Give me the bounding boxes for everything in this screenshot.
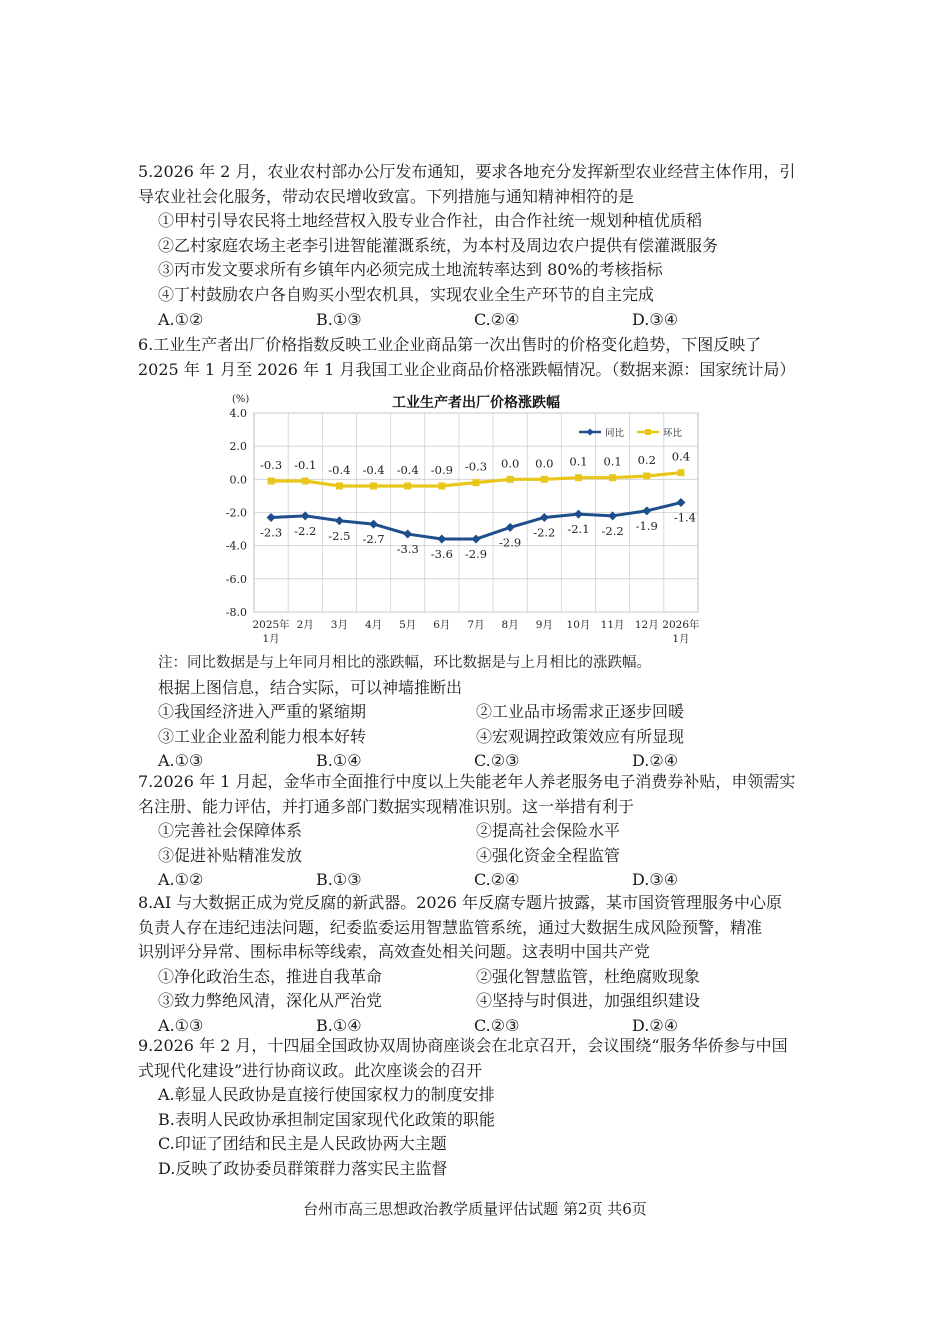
x-tick-label: 4月 [364,619,383,631]
y-tick-label: -2.0 [225,506,247,520]
question-7 [138,770,818,893]
mom-point [370,482,377,489]
q8-item-1: ①净化政治生态，推进自我革命 [158,966,383,986]
mom-point [677,469,684,476]
q5-item-1: ①甲村引导农民将土地经营权入股专业合作社，由合作社统一规划种植优质稻 [158,211,703,231]
q5-stem-line-2: 导农业社会化服务，带动农民增收致富。下列措施与通知精神相符的是 [138,186,635,206]
q6-stem-line-1: 6.工业生产者出厂价格指数反映工业企业商品第一次出售时的价格变化趋势，下图反映了 [138,335,762,354]
q6-stem-line-3: 根据上图信息，结合实际，可以神墙推断出 [158,677,463,697]
x-tick-label: 7月 [467,619,485,631]
q6-option-b: B.①④ [316,751,362,771]
q9-choice-a: A.彰显人民政协是直接行使国家权力的制度安排 [158,1085,495,1105]
q8-option-b: B.①④ [316,1015,362,1035]
yoy-data-label: -2.9 [464,547,488,562]
q5-item-4: ④丁村鼓励农户各自购买小型农机具，实现农业全生产环节的自主完成 [158,284,655,304]
q6-item-3: ③工业企业盈利能力根本好转 [158,726,367,746]
q7-items-row-2 [138,844,818,869]
q6-items-row-1 [138,700,818,725]
mom-point [302,477,309,484]
q8-stem-line-2: 负责人存在违纪违法问题，纪委监委运用智慧监管系统，通过大数据生成风险预警，精准 [138,917,763,937]
q5-option-d: D.③④ [632,309,679,329]
yoy-point [574,510,583,519]
x-tick-label: 2025年 [252,619,290,631]
x-tick-label: 2月 [296,619,314,631]
mom-point [404,482,411,489]
y-axis-unit: (%) [232,394,250,405]
q8-item-4: ④坚持与时俱进，加强组织建设 [476,991,701,1011]
q9-stem-line-2: 式现代化建设”进行协商议政。此次座谈会的召开 [138,1060,483,1080]
mom-point [541,476,548,483]
q8-stem-line-1: 8.AI 与大数据正成为党反腐的新武器。2026 年反腐专题片披露，某市国资管理服务中心原 [138,893,783,912]
x-tick-label: 12月 [634,619,659,631]
yoy-data-label: -2.1 [567,522,590,537]
q5-option-a: A.①② [158,309,204,329]
q8-item-2: ②强化智慧监管，杜绝腐败现象 [476,966,701,986]
yoy-point [267,513,276,522]
mom-data-label: -0.9 [430,462,453,477]
question-6-continued [138,651,818,774]
yoy-data-label: -1.4 [673,510,697,525]
q6-item-4: ④宏观调控政策效应有所显现 [476,726,685,746]
q8-items-row-2 [138,989,818,1014]
mom-point [575,474,582,481]
q5-option-c: C.②④ [474,309,520,329]
yoy-data-label: -2.7 [362,532,385,547]
q7-item-4: ④强化资金全程监管 [476,845,621,865]
x-tick-label: 3月 [330,619,348,631]
legend-marker-mom [645,429,651,435]
yoy-point [437,535,446,544]
q5-item-3: ③丙市发文要求所有乡镇年内必须完成土地流转率达到 80%的考核指标 [158,260,663,280]
q6-stem-line-2: 2025 年 1 月至 2026 年 1 月我国工业企业商品价格涨跌幅情况。（数据来源：国家统计局） [138,359,796,379]
mom-data-label: 0.0 [535,456,554,471]
mom-data-label: -0.4 [362,462,385,477]
x-tick-label: 2026年 [662,619,700,631]
q7-stem-line-1: 7.2026 年 1 月起，金华市全面推行中度以上失能老年人养老服务电子消费券补贴，申领需实 [138,772,796,791]
q8-item-3: ③致力弊绝风清，深化从严治党 [158,991,383,1011]
q5-options [138,308,838,333]
yoy-data-label: -3.6 [430,547,453,562]
question-8 [138,891,818,1039]
yoy-data-label: -2.3 [259,525,283,540]
x-tick-label: 6月 [433,619,451,631]
q8-stem-line-3: 识别评分异常、围标串标等线索，高效查处相关问题。这表明中国共产党 [138,942,651,962]
legend-marker-yoy [587,429,594,436]
mom-data-label: -0.4 [328,462,351,477]
q7-option-b: B.①③ [316,870,362,890]
q5-stem-line-1: 5.2026 年 2 月，农业农村部办公厅发布通知，要求各地充分发挥新型农业经营主体作用，引 [138,162,796,181]
q7-option-d: D.③④ [632,870,679,890]
yoy-point [506,523,515,532]
y-tick-label: -4.0 [225,539,247,553]
y-tick-label: -6.0 [225,572,247,586]
q6-option-c: C.②③ [474,751,520,771]
q8-option-c: C.②③ [474,1015,520,1035]
mom-data-label: -0.4 [396,462,419,477]
mom-data-label: 0.1 [603,454,622,469]
legend-label-mom: 环比 [663,428,683,439]
yoy-point [472,535,481,544]
yoy-point [403,530,412,539]
yoy-data-label: -2.2 [533,525,556,540]
y-tick-label: -8.0 [225,606,247,619]
q8-option-a: A.①③ [158,1015,204,1035]
mom-data-label: -0.3 [259,457,283,472]
mom-data-label: 0.2 [637,453,656,468]
q6-items-row-2 [138,725,818,750]
mom-data-label: -0.3 [464,459,488,474]
mom-data-label: 0.4 [671,449,691,464]
q7-option-c: C.②④ [474,870,520,890]
x-tick-label: 8月 [501,619,519,631]
question-6 [138,333,818,382]
x-tick-label: 11月 [600,619,625,631]
yoy-data-label: -2.2 [601,523,624,538]
q9-choice-d: D.反映了政协委员群策群力落实民主监督 [158,1158,448,1178]
yoy-data-label: -2.2 [294,523,317,538]
y-tick-label: 4.0 [229,407,247,420]
q9-choice-b: B.表明人民政协承担制定国家现代化政策的职能 [158,1109,495,1129]
y-tick-label: 0.0 [229,473,247,487]
q9-choice-c: C.印证了团结和民主是人民政协两大主题 [158,1134,447,1154]
mom-data-label: 0.1 [569,454,588,469]
x-tick-label: 1月 [672,633,690,645]
y-tick-label: 2.0 [229,440,247,454]
yoy-point [335,516,344,525]
q6-option-a: A.①③ [158,751,204,771]
question-5 [138,160,818,332]
mom-point [438,482,445,489]
q7-items-row-1 [138,819,818,844]
q6-option-d: D.②④ [632,751,679,771]
ppi-line-chart [210,388,710,650]
q7-stem-line-2: 名注册、能力评估，并打通多部门数据实现精准识别。这一举措有利于 [138,796,635,816]
q7-option-a: A.①② [158,870,204,890]
q7-options [138,868,838,893]
q7-item-2: ②提高社会保险水平 [476,821,621,841]
x-tick-label: 9月 [535,619,553,631]
yoy-point [540,513,549,522]
mom-point [473,479,480,486]
mom-data-label: 0.0 [501,456,520,471]
mom-point [507,476,514,483]
chart-title: 工业生产者出厂价格涨跌幅 [392,395,560,411]
q9-stem-line-1: 9.2026 年 2 月，十四届全国政协双周协商座谈会在北京召开，会议围绕“服务华侨参与中国 [138,1036,788,1055]
q6-item-1: ①我国经济进入严重的紧缩期 [158,702,367,722]
x-tick-label: 10月 [566,619,591,631]
mom-data-label: -0.1 [294,457,317,472]
chart-note: 注：同比数据是与上年同月相比的涨跌幅，环比数据是与上月相比的涨跌幅。 [158,655,651,671]
page-footer: 台州市高三思想政治教学质量评估试题 第2页 共6页 [303,1200,647,1218]
q7-item-1: ①完善社会保障体系 [158,821,303,841]
yoy-point [369,520,378,529]
q8-option-d: D.②④ [632,1015,679,1035]
x-tick-label: 1月 [262,633,280,645]
yoy-point [676,498,685,507]
yoy-data-label: -2.5 [328,528,351,543]
q5-item-2: ②乙村家庭农场主老李引进智能灌溉系统，为本村及周边农户提供有偿灌溉服务 [158,235,719,255]
q8-items-row-1 [138,965,818,990]
yoy-data-label: -1.9 [635,518,658,533]
yoy-data-label: -2.9 [499,535,522,550]
yoy-point [642,506,651,515]
mom-point [609,474,616,481]
yoy-data-label: -3.3 [396,542,419,557]
q7-item-3: ③促进补贴精准发放 [158,845,303,865]
x-tick-label: 5月 [399,619,417,631]
mom-point [336,482,343,489]
mom-point [643,473,650,480]
q6-item-2: ②工业品市场需求正逐步回暖 [476,702,685,722]
legend-label-yoy: 同比 [605,428,625,439]
q5-option-b: B.①③ [316,309,362,329]
mom-point [268,477,275,484]
question-9 [138,1034,818,1182]
